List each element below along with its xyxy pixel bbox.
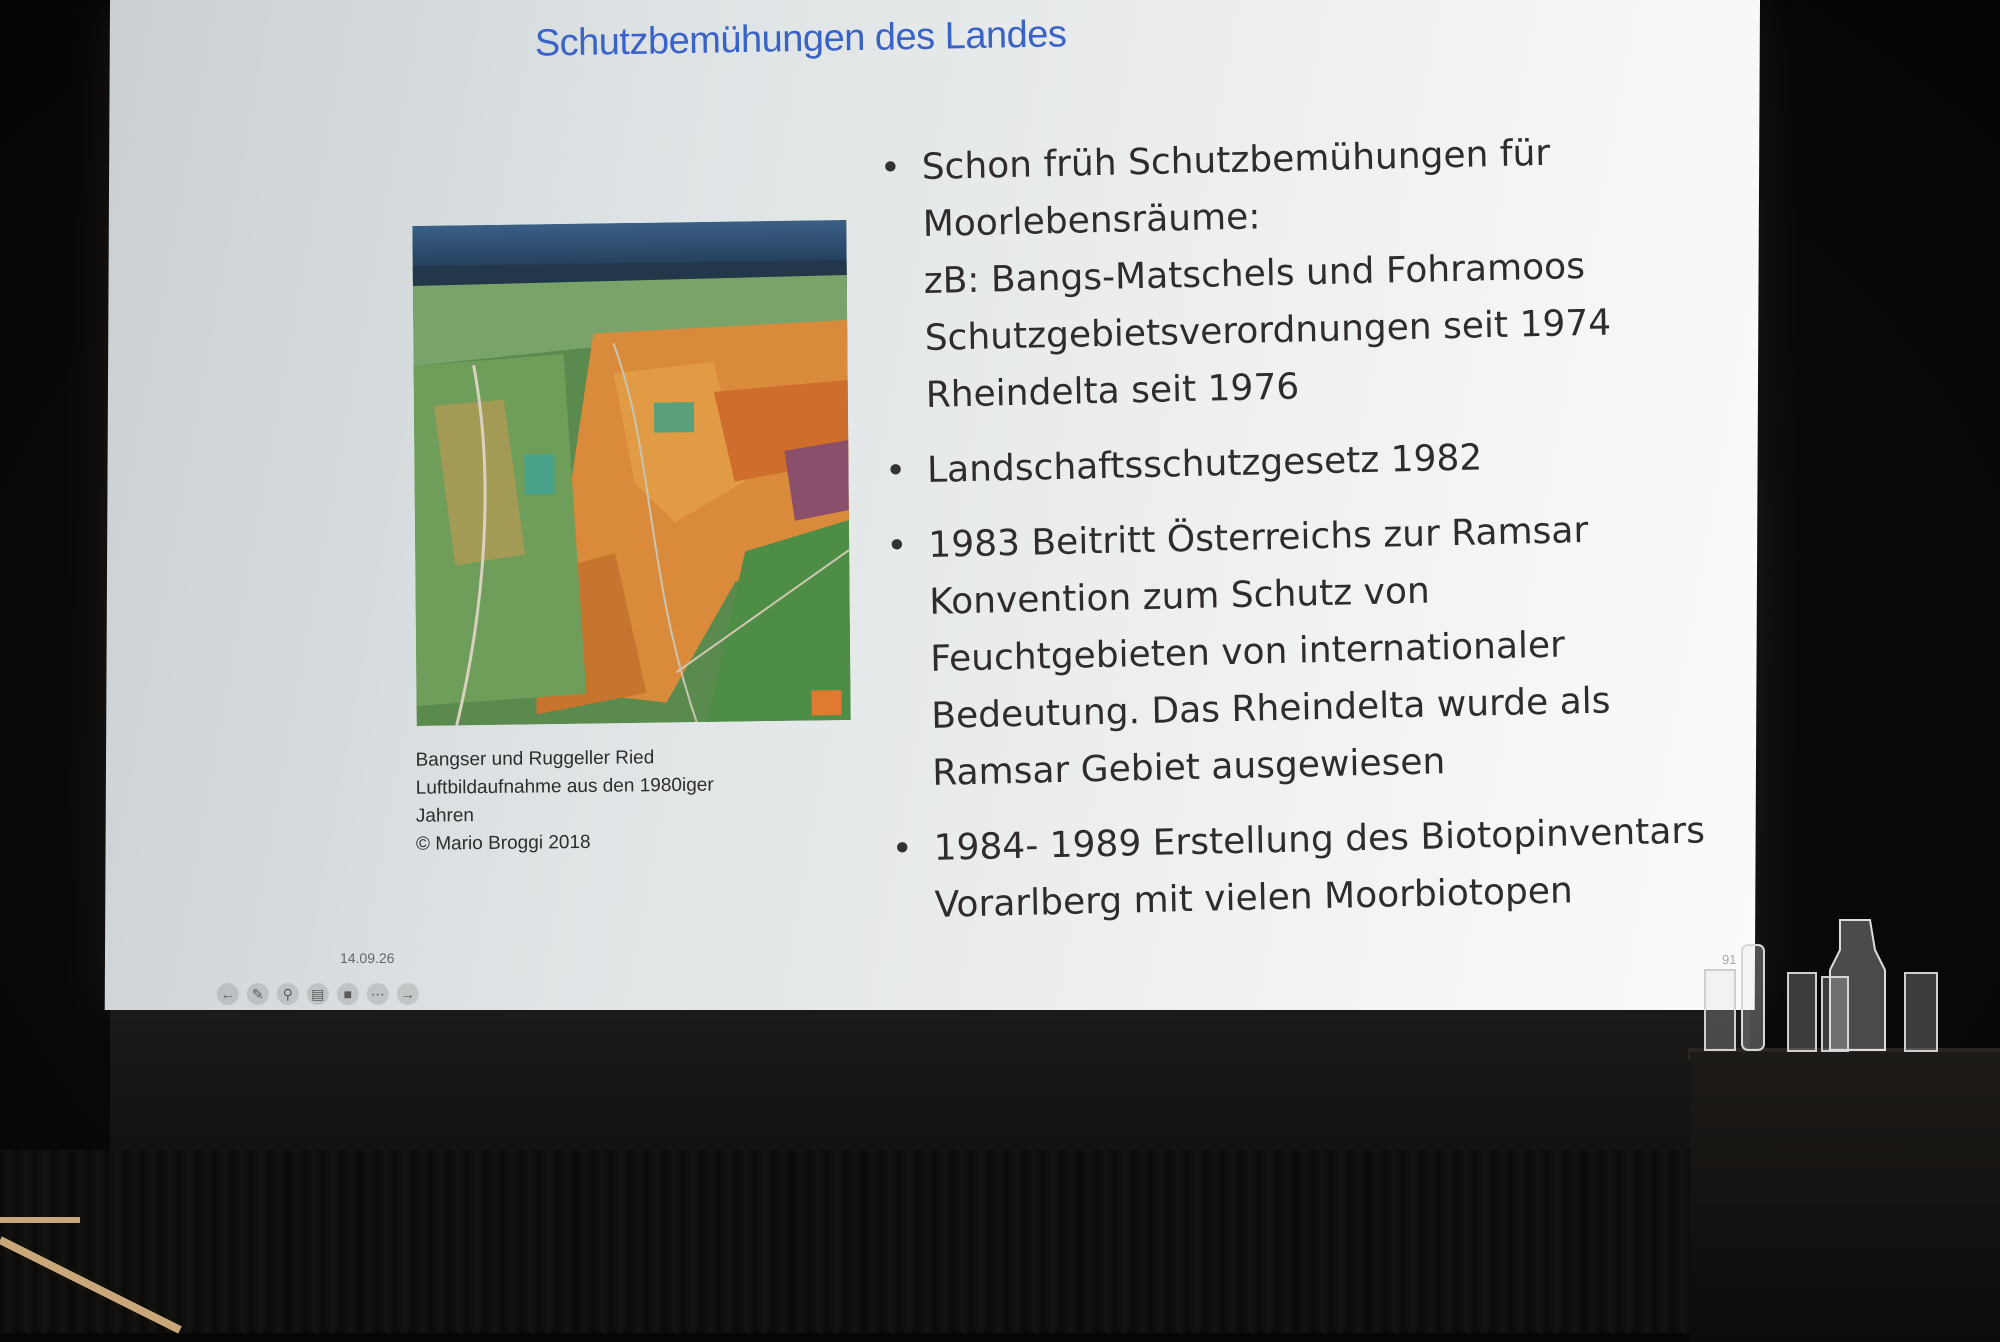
bullet-item [879, 121, 1734, 425]
presenter-toolbar [217, 983, 419, 1005]
glasses-and-carafe [1700, 915, 1940, 1055]
aerial-photo-graphic [412, 220, 850, 726]
aerial-photo [412, 220, 850, 726]
photo-caption [416, 743, 747, 858]
next-icon[interactable]: → [397, 983, 419, 1005]
bullet-item [886, 499, 1741, 803]
subtitles-icon[interactable]: ▤ [307, 983, 329, 1005]
caption-line: Luftbildaufnahme aus den 1980iger [415, 774, 714, 799]
pen-icon[interactable]: ✎ [247, 983, 269, 1005]
camera-icon[interactable]: ■ [337, 983, 359, 1005]
caption-line: Bangser und Ruggeller Ried [415, 747, 655, 771]
bullet-line: Moorlebensräume: [922, 196, 1261, 246]
slide-date: 14.09.26 [339, 950, 395, 966]
bullet-line: Feuchtgebieten von internationaler [929, 624, 1566, 680]
bullet-line: Rheindelta seit 1976 [925, 366, 1300, 416]
bullet-item [891, 802, 1743, 935]
speaker-table [1690, 1052, 2000, 1342]
caption-line: © Mario Broggi 2018 [415, 831, 591, 855]
bullet-item [885, 424, 1736, 500]
zoom-icon[interactable]: ⚲ [277, 983, 299, 1005]
bullet-line: • Schon früh Schutzbemühungen für [921, 132, 1551, 189]
bullet-line: Konvention zum Schutz von [928, 570, 1431, 623]
bullet-line: • Landschaftsschutzgesetz 1982 [926, 437, 1483, 491]
bullet-line: • 1983 Beitritt Österreichs zur Ramsar [927, 509, 1589, 566]
slide-title: Schutzbemühungen des Landes [534, 13, 1067, 65]
bullet-line: • 1984- 1989 Erstellung des Biotopinventars [933, 810, 1706, 869]
bullet-line: Ramsar Gebiet ausgewiesen [931, 741, 1446, 794]
bullet-line: Vorarlberg mit vielen Moorbiotopen [934, 870, 1574, 926]
prev-icon[interactable]: ← [217, 983, 239, 1005]
caption-line: Jahren [415, 805, 475, 827]
screen-lower-shadow [110, 1010, 1750, 1160]
bullet-line: zB: Bangs-Matschels und Fohramoos [923, 246, 1586, 303]
bullet-list [879, 121, 1743, 953]
podium-rail [0, 1200, 200, 1340]
bullet-line: Schutzgebietsverordnungen seit 1974 [924, 302, 1612, 359]
projection-screen [105, 0, 1760, 1010]
bullet-line: Bedeutung. Das Rheindelta wurde als [930, 680, 1611, 737]
slide-page-number: 91 [1721, 952, 1737, 967]
more-icon[interactable]: ⋯ [367, 983, 389, 1005]
